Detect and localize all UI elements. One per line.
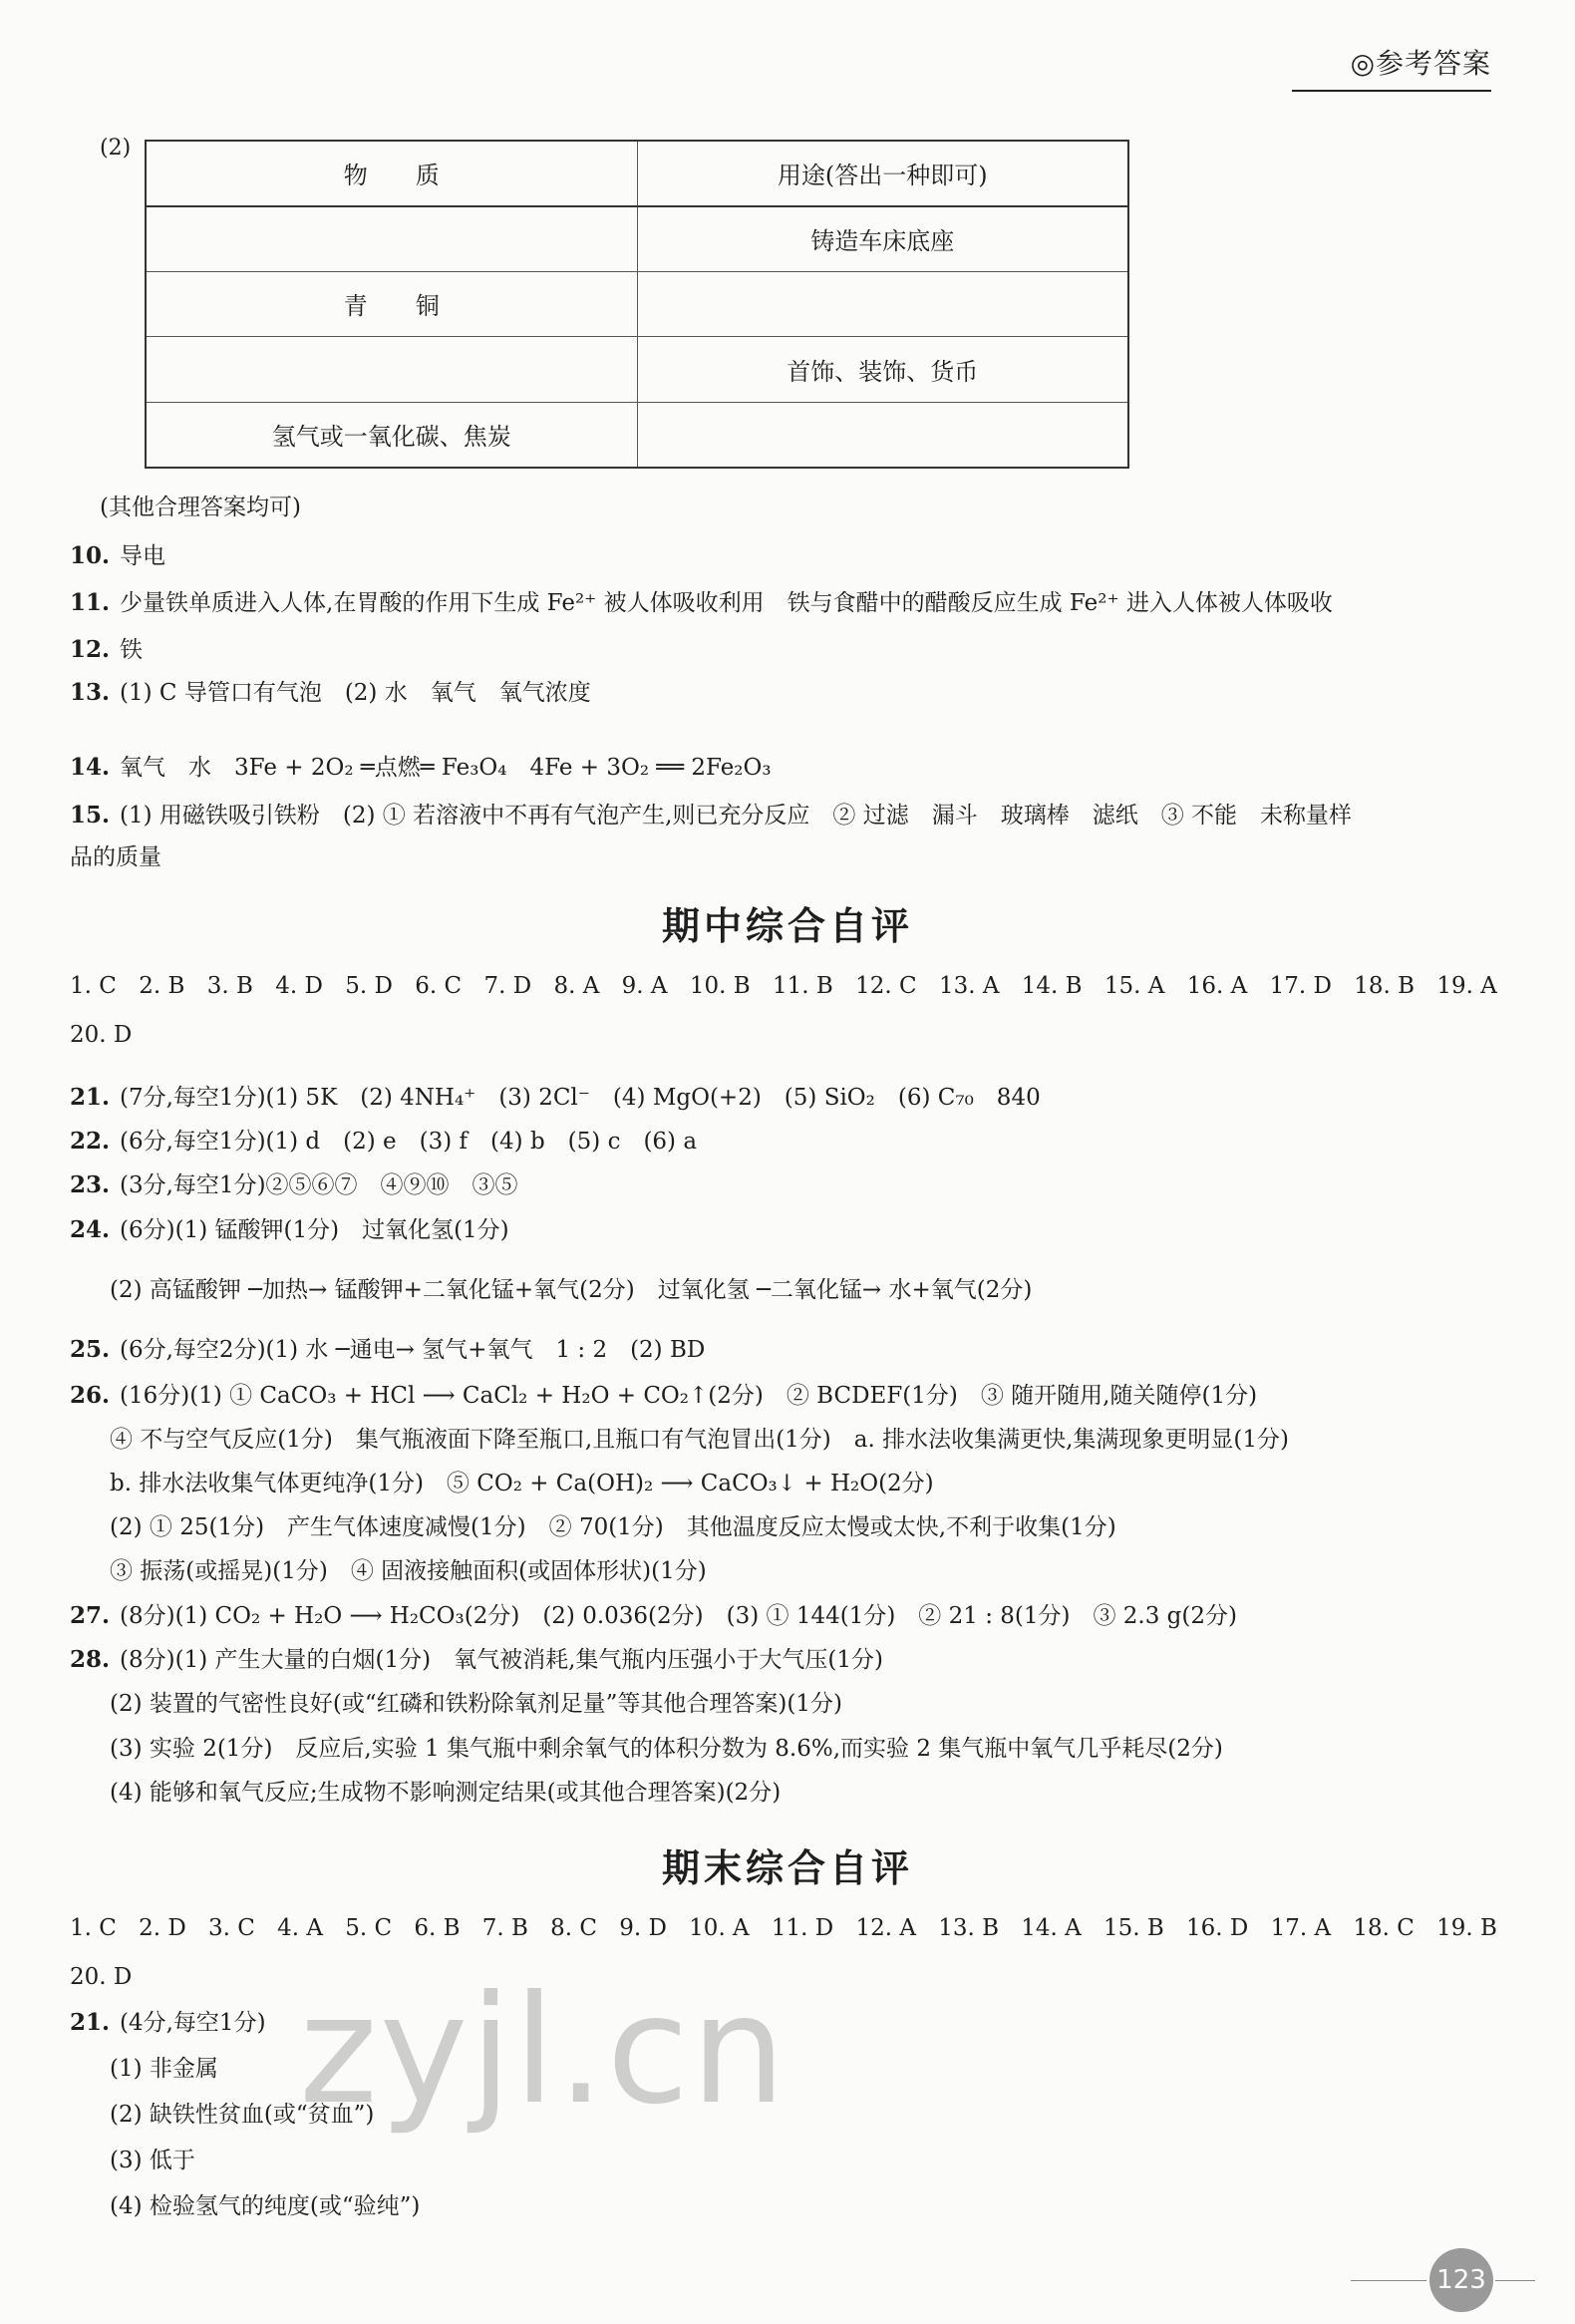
answer-text: (6分)(1) 锰酸钾(1分) 过氧化氢(1分) bbox=[120, 1217, 509, 1243]
page-number-badge: 123 bbox=[1429, 2248, 1493, 2312]
choice-answer: 7. D bbox=[483, 973, 532, 999]
choice-answer: 20. D bbox=[70, 1964, 133, 1990]
section-title-midterm: 期中综合自评 bbox=[661, 904, 913, 948]
answer-line: (4) 检验氢气的纯度(或“验纯”) bbox=[110, 2193, 421, 2219]
table-cell: 首饰、装饰、货币 bbox=[637, 337, 1128, 403]
choice-answer: 18. B bbox=[1354, 973, 1416, 999]
page-number-rule bbox=[1495, 2280, 1535, 2281]
choice-answer: 5. C bbox=[345, 1915, 393, 1941]
answer-number: 28. bbox=[70, 1646, 111, 1673]
choice-answer: 9. D bbox=[619, 1915, 667, 1941]
answer-line bbox=[70, 753, 772, 783]
answer-number: 24. bbox=[70, 1216, 111, 1243]
answer-number: 13. bbox=[70, 679, 111, 706]
answer-number: 27. bbox=[70, 1602, 111, 1629]
table-row bbox=[146, 337, 1128, 403]
table-header-cell: 用途(答出一种即可) bbox=[637, 141, 1128, 206]
choice-answer: 6. B bbox=[414, 1915, 461, 1941]
answer-text: (8分)(1) CO₂ + H₂O ⟶ H₂CO₃(2分) (2) 0.036(2分) (3) ① 144(1分) ② 21 : 8(1分) ③ 2.3 g(2分) bbox=[120, 1603, 1237, 1629]
choice-answer: 3. B bbox=[206, 973, 253, 999]
choice-answer: 2. B bbox=[139, 973, 185, 999]
table-row bbox=[146, 206, 1128, 272]
answer-number: 10. bbox=[70, 542, 111, 569]
answer-number: 11. bbox=[70, 589, 111, 616]
answer-line: (3) 实验 2(1分) 反应后,实验 1 集气瓶中剩余氧气的体积分数为 8.6%,而实验 2 集气瓶中氧气几乎耗尽(2分) bbox=[110, 1736, 1223, 1762]
choice-answer: 3. C bbox=[208, 1915, 255, 1941]
choice-answer: 4. A bbox=[277, 1915, 323, 1941]
answer-line bbox=[70, 635, 143, 665]
choice-answer: 10. B bbox=[689, 973, 751, 999]
answer-text: 铁 bbox=[120, 637, 144, 663]
choice-answer: 17. D bbox=[1269, 973, 1332, 999]
answer-line: (1) 非金属 bbox=[110, 2056, 218, 2082]
answer-line bbox=[70, 541, 165, 571]
answer-text: 导电 bbox=[120, 543, 166, 569]
choice-answer: 15. B bbox=[1102, 1915, 1164, 1941]
table-cell: 氢气或一氧化碳、焦炭 bbox=[146, 402, 637, 468]
choice-answer: 6. C bbox=[415, 973, 463, 999]
answer-text: 品的质量 bbox=[70, 844, 161, 870]
answer-text: (1) 用磁铁吸引铁粉 (2) ① 若溶液中不再有气泡产生,则已充分反应 ② 过滤 漏斗 玻璃棒 滤纸 ③ 不能 未称量样 bbox=[120, 803, 1353, 829]
choice-answer: 1. C bbox=[70, 1915, 117, 1941]
answer-number: 14. bbox=[70, 754, 111, 781]
table-label: (2) bbox=[100, 136, 132, 161]
choice-answer: 11. B bbox=[773, 973, 833, 999]
answer-line bbox=[70, 1170, 518, 1200]
answer-number: 23. bbox=[70, 1171, 111, 1198]
answer-line: b. 排水法收集气体更纯净(1分) ⑤ CO₂ + Ca(OH)₂ ⟶ CaCO₃↓ + H₂O(2分) bbox=[110, 1471, 934, 1496]
answer-line: (3) 低于 bbox=[110, 2148, 195, 2173]
choice-answer: 8. C bbox=[550, 1915, 597, 1941]
table-cell bbox=[146, 206, 637, 272]
table-header-cell: 物 质 bbox=[146, 141, 637, 206]
answer-number: 22. bbox=[70, 1128, 111, 1155]
choice-answer: 17. A bbox=[1270, 1915, 1332, 1941]
answer-line bbox=[70, 588, 1333, 618]
choice-answer: 14. A bbox=[1021, 1915, 1082, 1941]
choice-answer: 16. A bbox=[1186, 973, 1248, 999]
choice-answer: 8. A bbox=[553, 973, 600, 999]
answer-line bbox=[70, 2008, 266, 2038]
table-note: (其他合理答案均可) bbox=[100, 495, 301, 520]
page-number-rule bbox=[1351, 2280, 1426, 2281]
choice-answer: 19. B bbox=[1436, 1915, 1497, 1941]
header bbox=[1292, 42, 1491, 92]
watermark: zyjl.cn bbox=[299, 1964, 788, 2138]
choice-answer: 12. C bbox=[855, 973, 917, 999]
choice-answer: 2. D bbox=[139, 1915, 186, 1941]
table-cell bbox=[637, 271, 1128, 337]
choice-answer: 13. A bbox=[938, 973, 1000, 999]
answer-line bbox=[70, 801, 1352, 830]
table-cell: 青 铜 bbox=[146, 271, 637, 337]
answer-text: 少量铁单质进入人体,在胃酸的作用下生成 Fe²⁺ 被人体吸收利用 铁与食醋中的醋酸反应生成 Fe²⁺ 进入人体被人体吸收 bbox=[120, 590, 1333, 616]
table-row bbox=[146, 402, 1128, 468]
answer-line bbox=[70, 1335, 705, 1365]
answer-text: (4分,每空1分) bbox=[120, 2010, 266, 2036]
answer-text: (3分,每空1分)②⑤⑥⑦ ④⑨⑩ ③⑤ bbox=[120, 1172, 518, 1198]
answer-number: 21. bbox=[70, 2009, 111, 2036]
choice-answer: 12. A bbox=[855, 1915, 916, 1941]
table-header-row bbox=[146, 141, 1128, 206]
choice-answer: 5. D bbox=[345, 973, 393, 999]
header-rule bbox=[1292, 90, 1491, 92]
answer-text: (8分)(1) 产生大量的白烟(1分) 氧气被消耗,集气瓶内压强小于大气压(1分) bbox=[120, 1647, 883, 1673]
answer-number: 15. bbox=[70, 802, 111, 829]
table-cell: 铸造车床底座 bbox=[637, 206, 1128, 272]
answer-text: (6分,每空2分)(1) 水 ─通电→ 氢气+氧气 1 : 2 (2) BD bbox=[120, 1337, 706, 1363]
choice-answer: 9. A bbox=[621, 973, 668, 999]
answer-line: ④ 不与空气反应(1分) 集气瓶液面下降至瓶口,且瓶口有气泡冒出(1分) a. 排水法收集满更快,集满现象更明显(1分) bbox=[110, 1427, 1290, 1453]
answer-line bbox=[70, 842, 161, 872]
answer-text: (1) C 导管口有气泡 (2) 水 氧气 氧气浓度 bbox=[120, 680, 591, 706]
answer-line: (2) 高锰酸钾 ─加热→ 锰酸钾+二氧化锰+氧气(2分) 过氧化氢 ─二氧化锰→ 水+氧气(2分) bbox=[110, 1277, 1033, 1303]
section-title-final: 期末综合自评 bbox=[661, 1846, 913, 1890]
answer-line bbox=[70, 1215, 509, 1245]
choice-answer: 13. B bbox=[938, 1915, 1000, 1941]
answer-number: 25. bbox=[70, 1336, 111, 1363]
answer-line bbox=[70, 1601, 1237, 1631]
choice-answer: 10. A bbox=[689, 1915, 750, 1941]
choice-answer: 19. A bbox=[1436, 973, 1497, 999]
answer-number: 26. bbox=[70, 1382, 111, 1409]
choice-answer: 18. C bbox=[1353, 1915, 1415, 1941]
answer-number: 21. bbox=[70, 1084, 111, 1111]
answer-line: ③ 振荡(或摇晃)(1分) ④ 固液接触面积(或固体形状)(1分) bbox=[110, 1558, 707, 1584]
choice-answer: 7. B bbox=[481, 1915, 528, 1941]
answer-line: (2) ① 25(1分) 产生气体速度减慢(1分) ② 70(1分) 其他温度反应太慢或太快,不利于收集(1分) bbox=[110, 1514, 1116, 1540]
choice-row-midterm bbox=[70, 973, 1497, 999]
choice-answer: 20. D bbox=[70, 1022, 133, 1048]
substance-use-table bbox=[145, 140, 1129, 469]
header-title: ◎参考答案 bbox=[1350, 47, 1491, 80]
answer-text: (16分)(1) ① CaCO₃ + HCl ⟶ CaCl₂ + H₂O + CO₂↑(2分) ② BCDEF(1分) ③ 随开随用,随关随停(1分) bbox=[120, 1383, 1258, 1409]
answer-line bbox=[70, 678, 591, 708]
answer-text: (7分,每空1分)(1) 5K (2) 4NH₄⁺ (3) 2Cl⁻ (4) MgO(+2) (5) SiO₂ (6) C₇₀ 840 bbox=[120, 1085, 1041, 1111]
choice-answer: 14. B bbox=[1021, 973, 1083, 999]
choice-answer: 16. D bbox=[1186, 1915, 1249, 1941]
answer-number: 12. bbox=[70, 636, 111, 663]
answer-line: (2) 装置的气密性良好(或“红磷和铁粉除氧剂足量”等其他合理答案)(1分) bbox=[110, 1691, 842, 1717]
choice-row-final bbox=[70, 1915, 1497, 1941]
choice-answer: 1. C bbox=[70, 973, 117, 999]
answer-line bbox=[70, 1083, 1041, 1113]
table-cell bbox=[637, 402, 1128, 468]
table-row bbox=[146, 271, 1128, 337]
table-cell bbox=[146, 337, 637, 403]
answer-line: (4) 能够和氧气反应;生成物不影响测定结果(或其他合理答案)(2分) bbox=[110, 1780, 782, 1806]
answer-line: (2) 缺铁性贫血(或“贫血”) bbox=[110, 2102, 375, 2128]
answer-text: 氧气 水 3Fe + 2O₂ ═点燃═ Fe₃O₄ 4Fe + 3O₂ ══ 2Fe₂O₃ bbox=[120, 755, 772, 781]
answer-line bbox=[70, 1645, 883, 1675]
answer-line bbox=[70, 1127, 697, 1157]
choice-answer: 11. D bbox=[771, 1915, 834, 1941]
answer-line bbox=[70, 1381, 1257, 1411]
answer-text: (6分,每空1分)(1) d (2) e (3) f (4) b (5) c (6) a bbox=[120, 1129, 698, 1155]
choice-answer: 4. D bbox=[275, 973, 323, 999]
choice-answer: 15. A bbox=[1103, 973, 1165, 999]
